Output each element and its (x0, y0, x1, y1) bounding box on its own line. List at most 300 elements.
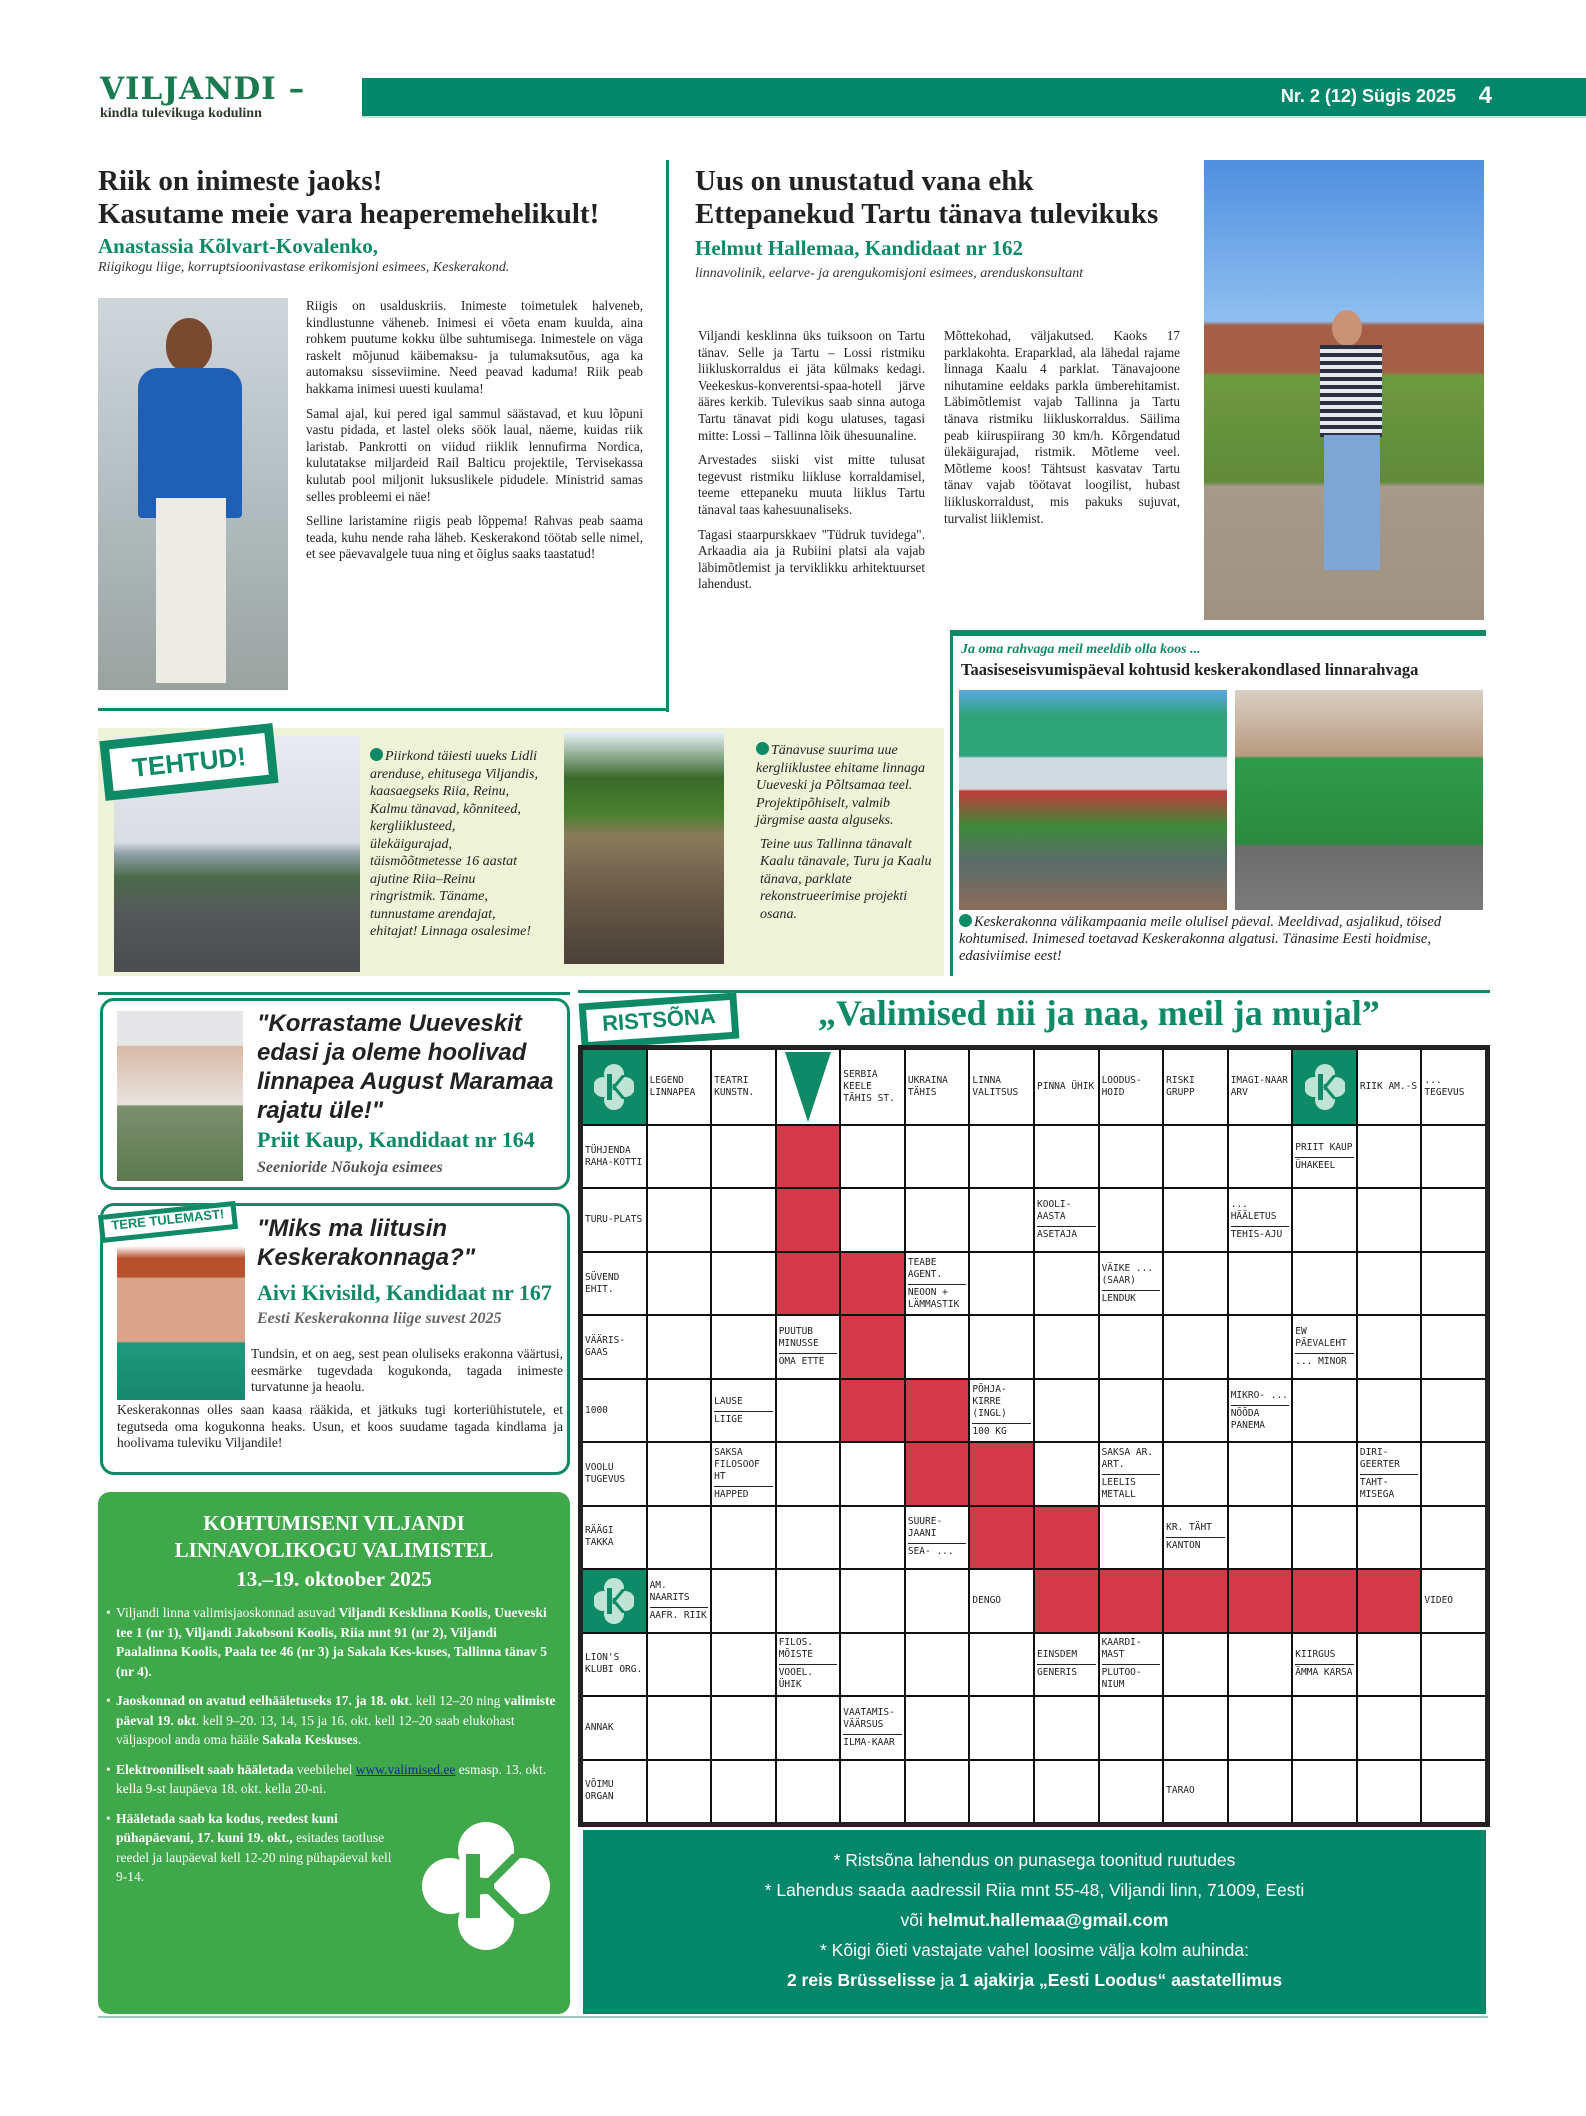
event-kicker: Ja oma rahvaga meil meeldib olla koos ... (961, 642, 1201, 657)
crossword-answer-cell[interactable] (648, 1126, 711, 1187)
tehtud-caption-2a-text: Tänavuse suurima uue kergliiklustee ehitame linnaga Uueveski ja Põltsamaa teel. Projektipõhiselt, valmib järgmise aasta alguseks. (756, 743, 925, 828)
crossword-answer-cell[interactable] (970, 1189, 1033, 1250)
article1-header (98, 165, 658, 276)
crossword-inner-clue (1358, 1443, 1421, 1504)
article1-author: Anastassia Kõlvart-Kovalenko, (98, 234, 379, 258)
article2-paragraph: Tagasi staarpurskkaev "Tüdruk tuvidega". Arkaadia aia ja Rubiini platsi ala vajab läbimõtlemist ja terviklikku arhitektuurset lahendust. (698, 526, 925, 592)
crossword-inner-clue (906, 1507, 969, 1568)
crossword-inner-clue (712, 1380, 775, 1441)
info-text: esmasp. 13. okt. kella 9-st laupäeva 18. okt. kella 20-ni. (116, 1761, 547, 1796)
event-photo-1 (959, 690, 1227, 910)
crossword-inner-clue (970, 1570, 1033, 1631)
article2-header (695, 165, 1205, 282)
crossword-row-clue: VÄÄRIS-GAAS (583, 1316, 646, 1377)
crossword-answer-cell[interactable] (1035, 1316, 1098, 1377)
info-text: esitades taotluse reedel ja laupäeval kell 12-20 ning pühapäeval kell 9-14. (116, 1830, 392, 1884)
crossword-answer-cell[interactable] (970, 1253, 1033, 1314)
clue-bottom: ... MINOR (1295, 1353, 1354, 1368)
issue-label: Nr. 2 (12) Sügis 2025 (1280, 86, 1456, 106)
valimised-link[interactable]: www.valimised.ee (355, 1761, 456, 1777)
article2-col1 (698, 328, 925, 601)
crossword-solution-cell[interactable] (777, 1189, 840, 1250)
k-logo-icon (583, 1050, 646, 1124)
crossword-row-clue: 1000 (583, 1380, 646, 1441)
crossword-answer-cell[interactable] (1358, 1126, 1421, 1187)
crossword-answer-cell[interactable] (1422, 1697, 1485, 1758)
crossword-title: „Valimised nii ja naa, meil ja mujal” (818, 993, 1380, 1033)
info-dates: 13.–19. oktoober 2025 (236, 1567, 432, 1591)
crossword-answer-cell[interactable] (970, 1316, 1033, 1377)
crossword-solution-cell[interactable] (1100, 1570, 1163, 1631)
prize-2: 1 ajakirja „Eesti Loodus“ aastatellimus (959, 1970, 1283, 1990)
bullet-icon: • (106, 1810, 111, 1826)
crossword-column-clue: ... TEGEVUS (1422, 1050, 1485, 1124)
crossword-solution-cell[interactable] (1293, 1570, 1356, 1631)
tehtud-stamp: TEHTUD! (99, 723, 278, 801)
card2-text2: Keskerakonnas olles saan kaasa rääkida, et jätkuks tugi korteriühistutele, et tegutseda oma kogukonna heaks. Usun, et koos suudame tagada kindlama ja hoolivama tuleviku Viljandile! (117, 1402, 563, 1451)
crossword-answer-cell[interactable] (1229, 1316, 1292, 1377)
crossword-answer-cell[interactable] (1358, 1697, 1421, 1758)
info-title-1: KOHTUMISENI VILJANDI (203, 1511, 465, 1535)
bullet-dot-icon (370, 748, 383, 761)
page-number: 4 (1478, 82, 1492, 109)
crossword-solution-cell[interactable] (1035, 1507, 1098, 1568)
article2-paragraph: Viljandi kesklinna üks tuiksoon on Tartu tänav. Selle ja Tartu – Lossi ristmiku liikluskorraldus ei jäta külmaks kedagi. Veekeskus-konverentsi-spaa-hotell järve ääres kerkib. Tulevikus saab sinna autoga Tartu tänavat pidi kogu ulatuses, tagasi mitte: Lossi – Tallinna lõik ühesuunaline. (698, 328, 925, 443)
crossword-solution-cell[interactable] (777, 1253, 840, 1314)
article2-col2 (944, 328, 1180, 535)
crossword-answer-cell[interactable] (1293, 1697, 1356, 1758)
event-title: Taasiseseisvumispäeval kohtusid keskerakondlased linnarahvaga (961, 660, 1419, 679)
crossword-answer-cell[interactable] (777, 1761, 840, 1822)
card2-text1: Tundsin, et on aeg, sest pean oluliseks erakonna väärtusi, eesmärke tugevdada kogukonda, tagada inimeste turvatunne ja heaolu. (251, 1346, 563, 1395)
article2-title-line1: Uus on unustatud vana ehk (695, 165, 1034, 197)
crossword-row-clue: LION'S KLUBI ORG. (583, 1634, 646, 1695)
crossword-answer-cell[interactable] (1229, 1443, 1292, 1504)
article2-paragraph: Mõttekohad, väljakutsed. Kaoks 17 parklakohta. Eraparklad, ala lähedal rajame linnaga Kaalu 4 parklat. Tänavajoone nihutamine eeldaks parkla ümberehitamist. Läbimõtlemist vajab Tallinna ja Tartu tänava ristmiku liikluskorraldus. Säilima peab kiiruspiirang 30 km/h. Kõrgendatud ülekäigurajad, ristmik. Mõtleme veel. Mõtleme koos! Tähtsust kasvatav Tartu tänav vajab töötavat loogilist, hubast liikluskorraldust, mis pakuks sujuvat, turvalist liiklemist. (944, 328, 1180, 526)
article2-photo (1204, 160, 1484, 620)
info-text: . (357, 1732, 362, 1747)
info-item-e-voting (106, 1760, 556, 1799)
article1-body (306, 298, 643, 571)
footer-text: või (900, 1910, 928, 1930)
crossword-answer-cell[interactable] (1422, 1634, 1485, 1695)
quote-card-priit-kaup (100, 998, 570, 1190)
crossword-answer-cell[interactable] (648, 1380, 711, 1441)
photo-jeans (1324, 435, 1380, 570)
crossword-inner-clue (841, 1697, 904, 1758)
clue-top: PRIIT KAUP (1295, 1141, 1353, 1153)
crossword-grid-frame (578, 1045, 1490, 1827)
crossword-answer-cell[interactable] (712, 1697, 775, 1758)
tehtud-photo-2 (564, 732, 724, 964)
clue-bottom: ÄMMA KARSA (1295, 1664, 1354, 1679)
crossword-answer-cell[interactable] (1358, 1761, 1421, 1822)
crossword-answer-cell[interactable] (906, 1697, 969, 1758)
crossword-answer-cell[interactable] (1164, 1126, 1227, 1187)
crossword-answer-cell[interactable] (1293, 1507, 1356, 1568)
crossword-answer-cell[interactable] (841, 1126, 904, 1187)
crossword-answer-cell[interactable] (712, 1570, 775, 1631)
tere-tulemast-stamp: TERE TULEMAST! (98, 1201, 238, 1243)
footer-line-1: * Ristsõna lahendus on punasega toonitud ruutudes (833, 1850, 1236, 1870)
crossword-answer-cell[interactable] (648, 1316, 711, 1377)
info-text-bold: Jaoskonnad on avatud eelhääletuseks 17. ja 18. okt (116, 1693, 409, 1708)
crossword-column-clue: UKRAINA TÄHIS (906, 1050, 969, 1124)
crossword-answer-cell[interactable] (1100, 1316, 1163, 1377)
crossword-answer-cell[interactable] (1422, 1443, 1485, 1504)
clue-top: DIRI-GEERTER (1359, 1446, 1400, 1470)
crossword-answer-cell[interactable] (1229, 1634, 1292, 1695)
event-section (950, 630, 1486, 976)
crossword-answer-cell[interactable] (712, 1316, 775, 1377)
crossword-inner-clue (1293, 1126, 1356, 1187)
article1-paragraph: Samal ajal, kui pered igal sammul säästavad, et kuu lõpuni vastu pidada, et lastel oleks söök laual, näeme, kuidas riik laristab. Pankrotti on viidud riiklik lennufirma Nordica, kulutatakse miljardeid Rail Balticu projektile, Tervisekassa kulutab pool miljonit luksuslikele pidudele. Ministrid samas selles probleemi ei näe! (306, 405, 643, 504)
crossword-solution-cell[interactable] (1229, 1570, 1292, 1631)
photo-head (1332, 310, 1362, 346)
card2-photo (117, 1246, 245, 1400)
crossword-answer-cell[interactable] (1358, 1316, 1421, 1377)
clue-top: KAARDI-MAST (1101, 1637, 1142, 1661)
crossword-answer-cell[interactable] (906, 1126, 969, 1187)
clue-bottom: OMA ETTE (779, 1353, 838, 1368)
clue-top: SUURE-JAANI (907, 1516, 943, 1540)
crossword-column-clue: TEATRI KUNSTN. (712, 1050, 775, 1124)
crossword-solution-cell[interactable] (1035, 1570, 1098, 1631)
crossword-inner-clue (1100, 1634, 1163, 1695)
crossword-answer-cell[interactable] (1035, 1443, 1098, 1504)
crossword-answer-cell[interactable] (1164, 1634, 1227, 1695)
crossword-inner-clue (648, 1570, 711, 1631)
crossword-column-clue: SERBIA KEELE TÄHIS ST. (841, 1050, 904, 1124)
crossword-answer-cell[interactable] (1035, 1253, 1098, 1314)
article2-role: linnavolinik, eelarve- ja arengukomisjoni esimees, arenduskonsultant (695, 266, 1084, 281)
bullet-dot-icon (959, 914, 972, 927)
crossword-answer-cell[interactable] (1293, 1380, 1356, 1441)
crossword-answer-cell[interactable] (712, 1761, 775, 1822)
crossword-answer-cell[interactable] (1229, 1126, 1292, 1187)
crossword-column-clue: RISKI GRUPP (1164, 1050, 1227, 1124)
crossword-answer-cell[interactable] (1100, 1761, 1163, 1822)
clue-top: VÄIKE ... (SAAR) (1101, 1262, 1154, 1286)
photo-trousers (156, 498, 226, 683)
crossword-answer-cell[interactable] (648, 1634, 711, 1695)
card1-role: Seenioride Nõukoja esimees (257, 1159, 443, 1176)
crossword-answer-cell[interactable] (777, 1507, 840, 1568)
crossword-row-clue: TURU-PLATS (583, 1189, 646, 1250)
crossword-answer-cell[interactable] (1164, 1253, 1227, 1314)
clue-top: TEABE AGENT. (907, 1256, 943, 1280)
clue-top: AM. NAARITS (649, 1579, 690, 1603)
crossword-answer-cell[interactable] (712, 1189, 775, 1250)
ristsona-stamp: RISTSÕNA (579, 993, 740, 1050)
crossword-answer-cell[interactable] (970, 1634, 1033, 1695)
info-item-home-voting (106, 1809, 406, 1887)
crossword-column-clue: LOODUS-HOID (1100, 1050, 1163, 1124)
crossword-answer-cell[interactable] (1293, 1761, 1356, 1822)
crossword-column-clue: LINNA VALITSUS (970, 1050, 1033, 1124)
clue-top: TARAO (1166, 1785, 1195, 1797)
k-logo-icon (1293, 1050, 1356, 1124)
footer-line-5 (583, 1965, 1486, 1995)
crossword-answer-cell[interactable] (1100, 1380, 1163, 1441)
card-top-rule (98, 992, 570, 995)
clue-top: DENGO (972, 1594, 1002, 1606)
bullet-icon: • (106, 1761, 111, 1777)
crossword-answer-cell[interactable] (712, 1507, 775, 1568)
crossword-answer-cell[interactable] (970, 1761, 1033, 1822)
clue-bottom: VOOEL. ÜHIK (779, 1664, 838, 1691)
crossword-answer-cell[interactable] (841, 1443, 904, 1504)
article1-role: Riigikogu liige, korruptsioonivastase erikomisjoni esimees, Keskerakond. (98, 260, 510, 275)
clue-top: SAKSA AR. ART. (1101, 1446, 1154, 1470)
crossword-answer-cell[interactable] (841, 1189, 904, 1250)
crossword-answer-cell[interactable] (712, 1126, 775, 1187)
photo-striped-shirt (1320, 345, 1382, 437)
clue-bottom: TEHIS-AJU (1231, 1226, 1290, 1241)
crossword-answer-cell[interactable] (1100, 1126, 1163, 1187)
crossword-inner-clue (1100, 1443, 1163, 1504)
clue-bottom: GENERIS (1037, 1664, 1096, 1679)
crossword-answer-cell[interactable] (1358, 1253, 1421, 1314)
crossword-inner-clue (777, 1316, 840, 1377)
info-text: veebilehel (293, 1761, 356, 1777)
clue-bottom: SEA- ... (908, 1543, 967, 1558)
clue-top: EINSDEM (1037, 1649, 1078, 1661)
page-bottom-rule (98, 2016, 1488, 2018)
info-text-bold: Viljandi Kesklinna Koolis, Uueveski tee 1 (nr 1), Viljandi Jakobsoni Koolis, Riia mnt 91 (nr 2), Viljandi Paalalinna Koolis, Paala tee 46 (nr 3) ja Sakala Kes-kuses, Tallinna tänav 5 (nr 4). (116, 1605, 548, 1679)
crossword-answer-cell[interactable] (1035, 1126, 1098, 1187)
info-item-polling-stations (106, 1603, 556, 1681)
crossword-answer-cell[interactable] (1358, 1634, 1421, 1695)
crossword-answer-cell[interactable] (1422, 1316, 1485, 1377)
crossword-answer-cell[interactable] (1164, 1316, 1227, 1377)
clue-bottom: ILMA-KAAR (843, 1734, 902, 1749)
crossword-answer-cell[interactable] (1229, 1507, 1292, 1568)
footer-line-3 (583, 1905, 1486, 1935)
crossword-solution-cell[interactable] (841, 1316, 904, 1377)
info-text: . kell 9–20. 13, 14, 15 ja 16. okt. kell 12–20 saab elukohast väljaspool anda oma hääle (116, 1712, 515, 1747)
article2-title-line2: Ettepanekud Tartu tänava tulevikuks (695, 198, 1159, 230)
tehtud-caption-1-text: Piirkond täiesti uueks Lidli arenduse, ehitusega Viljandis, kaasaegseks Riia, Reinu, Kalmu tänavad, kõnniteed, kergliiklusteed, ülekäigurajad, täismõõtmetesse 16 aastat ajutine Riia–Reinu ringristmik. Täname, tunnustame arendajat, ehitajat! Linnaga osalesime! (370, 749, 538, 939)
tehtud-caption-2 (756, 742, 936, 923)
crossword-solution-cell[interactable] (906, 1380, 969, 1441)
crossword-answer-cell[interactable] (1100, 1507, 1163, 1568)
clue-bottom: 100 KG (972, 1423, 1031, 1438)
card2-role: Eesti Keskerakonna liige suvest 2025 (257, 1310, 502, 1327)
crossword-answer-cell[interactable] (906, 1570, 969, 1631)
crossword-solution-cell[interactable] (1358, 1570, 1421, 1631)
crossword-inner-clue (1293, 1316, 1356, 1377)
crossword-answer-cell[interactable] (777, 1443, 840, 1504)
crossword-answer-cell[interactable] (970, 1126, 1033, 1187)
crossword-answer-cell[interactable] (712, 1253, 775, 1314)
info-text-bold: valimiste päeval 19. okt (116, 1693, 556, 1728)
clue-top: ... HÄÄLETUS (1230, 1199, 1277, 1223)
crossword-answer-cell[interactable] (1229, 1761, 1292, 1822)
crossword-inner-clue (1164, 1507, 1227, 1568)
crossword-answer-cell[interactable] (841, 1570, 904, 1631)
clue-top: PUUTUB MINUSSE (778, 1326, 819, 1350)
clue-bottom: ÜHAKEEL (1295, 1157, 1354, 1172)
crossword-answer-cell[interactable] (648, 1253, 711, 1314)
card1-quote: "Korrastame Uueveskit edasi ja oleme hoolivad linnapea August Maramaa rajatu üle!" (257, 1010, 554, 1124)
crossword-answer-cell[interactable] (841, 1634, 904, 1695)
clue-top: PÕHJA-KIRRE (INGL) (972, 1383, 1007, 1419)
crossword-answer-cell[interactable] (777, 1570, 840, 1631)
crossword-answer-cell[interactable] (777, 1380, 840, 1441)
crossword-answer-cell[interactable] (1422, 1380, 1485, 1441)
crossword-solution-cell[interactable] (1164, 1570, 1227, 1631)
crossword-solution-cell[interactable] (777, 1126, 840, 1187)
crossword-answer-cell[interactable] (1164, 1189, 1227, 1250)
event-caption (959, 914, 1479, 965)
crossword-answer-cell[interactable] (906, 1189, 969, 1250)
crossword-column-clue: IMAGI-NAAR ARV (1229, 1050, 1292, 1124)
crossword-footer (583, 1830, 1486, 2014)
footer-line-2: * Lahendus saada aadressil Riia mnt 55-48, Viljandi linn, 71009, Eesti (764, 1880, 1305, 1900)
card1-name: Priit Kaup, Kandidaat nr 164 (257, 1127, 535, 1152)
down-arrow-icon (777, 1050, 840, 1124)
crossword-answer-cell[interactable] (712, 1634, 775, 1695)
crossword-row-clue: SÜVEND EHIT. (583, 1253, 646, 1314)
clue-top: KOOLI-AASTA (1037, 1199, 1072, 1223)
crossword-answer-cell[interactable] (1229, 1253, 1292, 1314)
crossword-answer-cell[interactable] (1035, 1761, 1098, 1822)
crossword-answer-cell[interactable] (648, 1761, 711, 1822)
clue-bottom: HAPPED (714, 1486, 773, 1501)
crossword-answer-cell[interactable] (1164, 1697, 1227, 1758)
clue-top: EW PÄEVALEHT (1295, 1326, 1347, 1350)
clue-top: KR. TÄHT (1166, 1522, 1212, 1534)
crossword-row-clue: VÕIMU ORGAN (583, 1761, 646, 1822)
crossword-answer-cell[interactable] (1293, 1443, 1356, 1504)
masthead-subtitle: kindla tulevikuga kodulinn (100, 106, 262, 121)
tehtud-caption-1 (370, 748, 540, 941)
clue-bottom: NEOON + LÄMMASTIK (908, 1284, 967, 1311)
crossword-answer-cell[interactable] (1164, 1443, 1227, 1504)
crossword-answer-cell[interactable] (1293, 1189, 1356, 1250)
crossword-answer-cell[interactable] (1422, 1253, 1485, 1314)
info-text-bold: Elektrooniliselt saab hääletada (116, 1761, 294, 1777)
crossword-answer-cell[interactable] (906, 1316, 969, 1377)
crossword-inner-clue (777, 1634, 840, 1695)
article1-paragraph: Selline laristamine riigis peab lõppema! Rahvas peab saama teada, kuhu nende raha läheb. Keskerakond töötab selle nimel, et see päevavalgele tuua ning et õiglus saaks taastatud! (306, 513, 643, 562)
crossword-answer-cell[interactable] (648, 1189, 711, 1250)
photo-blazer (138, 368, 242, 518)
clue-bottom: LENDUK (1102, 1290, 1161, 1305)
masthead-logo (100, 72, 340, 132)
clue-top: KIIRGUS (1295, 1649, 1336, 1661)
crossword-column-clue: PINNA ÜHIK (1035, 1050, 1098, 1124)
article1-paragraph: Riigis on usalduskriis. Inimeste toimetulek halveneb, kindlustunne väheneb. Inimesi ei võeta enam kuulda, aina rohkem puutume kokku ülbe suhtumisega. Inimestele on väga raskelt mõjunud käibemaksu- ja tulumaksutõus, aga ka automaksu sisseviimine. Need peavad kaduma! Riik peab hakkama inimesi uuesti kuulama! (306, 298, 643, 396)
crossword-answer-cell[interactable] (1164, 1380, 1227, 1441)
crossword-answer-cell[interactable] (906, 1761, 969, 1822)
crossword-solution-cell[interactable] (970, 1507, 1033, 1568)
crossword-answer-cell[interactable] (1422, 1761, 1485, 1822)
clue-top: SAKSA FILOSOOF HT (714, 1446, 760, 1482)
keskerakond-logo-icon (420, 1820, 552, 1952)
prize-1: 2 reis Brüsselisse (786, 1970, 936, 1990)
crossword-answer-cell[interactable] (1100, 1189, 1163, 1250)
crossword-answer-cell[interactable] (1358, 1189, 1421, 1250)
crossword-answer-cell[interactable] (1035, 1380, 1098, 1441)
election-info-box (98, 1492, 570, 2014)
article1-title-line2: Kasutame meie vara heaperemehelikult! (98, 198, 600, 230)
crossword-inner-clue (1100, 1253, 1163, 1314)
article1-bottom-rule (98, 708, 668, 711)
crossword-inner-clue (1229, 1189, 1292, 1250)
crossword-row-clue: RÄÄGI TAKKA (583, 1507, 646, 1568)
crossword-answer-cell[interactable] (1358, 1507, 1421, 1568)
crossword-inner-clue (906, 1253, 969, 1314)
crossword-answer-cell[interactable] (970, 1697, 1033, 1758)
masthead-bar (362, 78, 1586, 118)
crossword-answer-cell[interactable] (1358, 1380, 1421, 1441)
clue-bottom: LEELIS METALL (1102, 1474, 1161, 1501)
article1-title-line1: Riik on inimeste jaoks! (98, 165, 383, 197)
clue-bottom: NÕÕDA PANEMA (1231, 1405, 1290, 1432)
crossword-solution-cell[interactable] (841, 1253, 904, 1314)
crossword-inner-clue (970, 1380, 1033, 1441)
crossword-row-clue: VOOLU TUGEVUS (583, 1443, 646, 1504)
bullet-icon: • (106, 1693, 111, 1708)
info-text: Viljandi linna valimisjaoskonnad asuvad (116, 1605, 339, 1620)
crossword-inner-clue (712, 1443, 775, 1504)
crossword-solution-cell[interactable] (970, 1443, 1033, 1504)
crossword-answer-cell[interactable] (1100, 1697, 1163, 1758)
crossword-column-clue: LEGEND LINNAPEA (648, 1050, 711, 1124)
footer-line-4: * Kõigi õieti vastajate vahel loosime välja kolm auhinda: (820, 1940, 1249, 1960)
crossword-answer-cell[interactable] (1229, 1697, 1292, 1758)
crossword-answer-cell[interactable] (648, 1443, 711, 1504)
clue-top: LAUSE (714, 1395, 743, 1407)
clue-bottom: ASETAJA (1037, 1226, 1096, 1241)
clue-top: VIDEO (1424, 1594, 1454, 1606)
card2-name: Aivi Kivisild, Kandidaat nr 167 (257, 1280, 552, 1305)
crossword-answer-cell[interactable] (841, 1761, 904, 1822)
bullet-icon: • (106, 1605, 111, 1620)
tehtud-section (98, 728, 944, 976)
email-address[interactable]: helmut.hallemaa@gmail.com (927, 1910, 1169, 1930)
crossword-answer-cell[interactable] (777, 1697, 840, 1758)
clue-bottom: TAHT-MISEGA (1360, 1474, 1419, 1501)
clue-bottom: LIIGE (714, 1411, 773, 1426)
article2-paragraph: Arvestades siiski vist mitte tulusat tegevust ristmiku liikluse korraldamisel, teeme ettepaneku muuta liiklus Tartu tänaval taas kahesuunaliseks. (698, 452, 925, 517)
info-title-2: LINNAVOLIKOGU VALIMISTEL (174, 1538, 494, 1562)
crossword-solution-cell[interactable] (906, 1443, 969, 1504)
crossword-solution-cell[interactable] (841, 1380, 904, 1441)
crossword-row-clue: TÜHJENDA RAHA-KOTTI (583, 1126, 646, 1187)
crossword-answer-cell[interactable] (1422, 1126, 1485, 1187)
crossword-answer-cell[interactable] (648, 1507, 711, 1568)
footer-text: ja (935, 1970, 960, 1990)
article2-author: Helmut Hallemaa, Kandidaat nr 162 (695, 236, 1024, 260)
k-logo-icon (583, 1570, 646, 1631)
crossword-grid (583, 1050, 1485, 1822)
info-text-bold: Hääletada saab ka kodus, reedest kuni pühapäevani, 17. kuni 19. okt., (116, 1810, 338, 1845)
crossword-answer-cell[interactable] (841, 1507, 904, 1568)
crossword-answer-cell[interactable] (1293, 1253, 1356, 1314)
article1-photo (98, 298, 288, 690)
crossword-answer-cell[interactable] (906, 1634, 969, 1695)
crossword-answer-cell[interactable] (648, 1697, 711, 1758)
clue-top: FILOS. MÕISTE (778, 1637, 814, 1661)
crossword-answer-cell[interactable] (1035, 1697, 1098, 1758)
info-text: . kell 12–20 ning (408, 1693, 504, 1708)
crossword-answer-cell[interactable] (1422, 1507, 1485, 1568)
crossword-answer-cell[interactable] (1422, 1189, 1485, 1250)
crossword-inner-clue (1035, 1189, 1098, 1250)
